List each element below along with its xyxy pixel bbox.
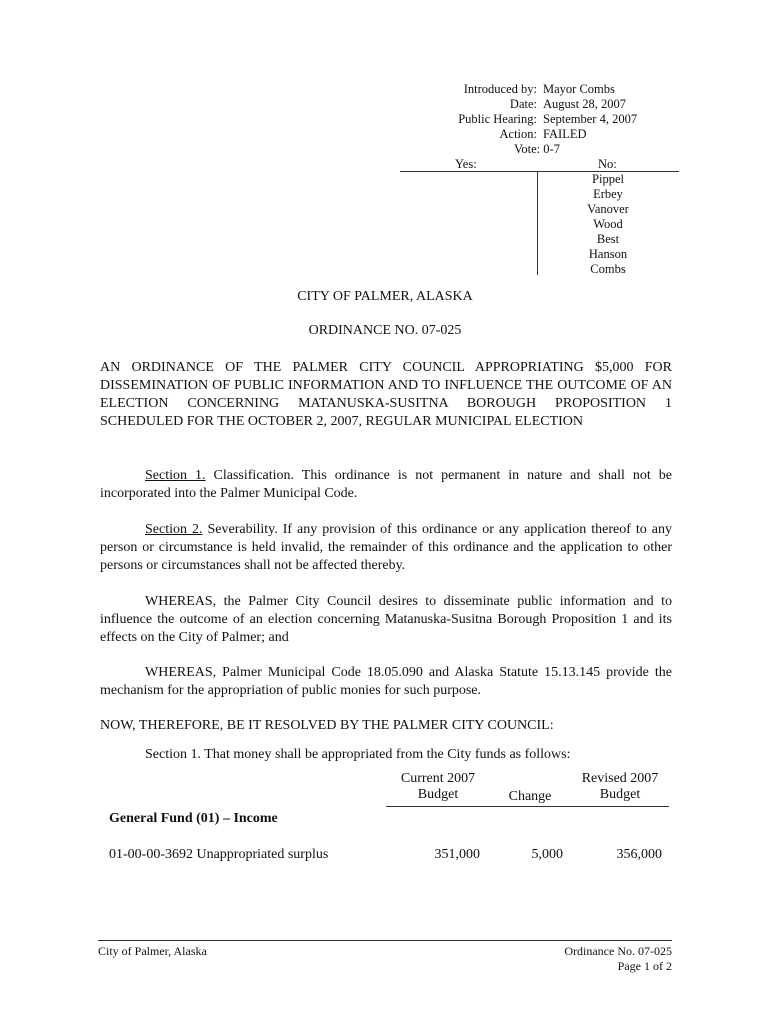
no-votes-list xyxy=(568,172,648,277)
no-vote-item: Pippel xyxy=(592,172,624,186)
yes-label: Yes: xyxy=(455,157,477,171)
budget-row-label: 01-00-00-3692 Unappropriated surplus xyxy=(109,847,329,862)
public-hearing-value: September 4, 2007 xyxy=(543,112,638,126)
no-vote-item: Wood xyxy=(593,217,623,231)
section-1-heading: Section 1. xyxy=(145,468,206,483)
introduced-by-value: Mayor Combs xyxy=(543,82,615,96)
resolved-clause: NOW, THEREFORE, BE IT RESOLVED BY THE PALMER CITY COUNCIL: xyxy=(100,718,554,733)
no-vote-item: Combs xyxy=(590,262,626,276)
section-2-heading: Section 2. xyxy=(145,522,203,537)
section-2-paragraph xyxy=(100,521,672,575)
date-label: Date: xyxy=(509,97,537,111)
footer-left: City of Palmer, Alaska xyxy=(98,944,207,958)
resolved-section-1: Section 1. That money shall be appropriated from the City funds as follows: xyxy=(145,747,571,762)
city-heading: CITY OF PALMER, ALASKA xyxy=(297,289,473,304)
votes-divider-vertical xyxy=(537,172,538,275)
budget-row-current: 351,000 xyxy=(434,847,480,862)
vote-label: Vote: xyxy=(514,142,541,156)
section-2-text: Severability. If any provision of this ordinance or any application thereof to any person or circumstance is held invalid, the remainder of this ordinance and the application to other persons or circumstances shall not be affected thereby. xyxy=(100,522,672,573)
budget-row-revised: 356,000 xyxy=(616,847,662,862)
section-1-paragraph xyxy=(100,467,672,503)
change-header: Change xyxy=(508,789,552,804)
introduced-by-label: Introduced by: xyxy=(463,82,537,96)
budget-row-change: 5,000 xyxy=(531,847,563,862)
current-budget-header-line1: Current 2007 xyxy=(400,771,476,786)
action-label: Action: xyxy=(499,127,537,141)
vote-line xyxy=(514,142,560,157)
no-vote-item: Best xyxy=(596,232,620,246)
whereas-paragraph-2: WHEREAS, Palmer Municipal Code 18.05.090 and Alaska Statute 15.13.145 provide the mechanism for the appropriation of public monies for such purpose. xyxy=(100,665,672,698)
fund-heading: General Fund (01) – Income xyxy=(109,811,278,826)
current-budget-header-line2: Budget xyxy=(417,787,459,802)
ordinance-title: AN ORDINANCE OF THE PALMER CITY COUNCIL APPROPRIATING $5,000 FOR DISSEMINATION OF PUBLIC INFORMATION AND TO INFLUENCE THE OUTCOME OF AN ELECTION CONCERNING MATANUSKA-SUSITNA BOROUGH PROPOSITION 1 SCHEDULED FOR THE OCTOBER 2, 2007, REGULAR MUNICIPAL ELECTION xyxy=(100,360,672,429)
date-value: August 28, 2007 xyxy=(543,97,626,111)
budget-header-rule xyxy=(386,806,669,807)
footer-rule xyxy=(98,940,672,941)
footer-ordinance-number: Ordinance No. 07-025 xyxy=(564,944,672,958)
ordinance-number: ORDINANCE NO. 07-025 xyxy=(308,323,462,338)
action-value: FAILED xyxy=(543,127,587,141)
whereas-paragraph-1: WHEREAS, the Palmer City Council desires to disseminate public information and to influence the outcome of an election concerning Matanuska-Susitna Borough Proposition 1 and its effects on the City of Palmer; and xyxy=(100,594,672,645)
section-1-text: Classification. This ordinance is not permanent in nature and shall not be incorporated into the Palmer Municipal Code. xyxy=(100,468,672,501)
public-hearing-label: Public Hearing: xyxy=(458,112,537,126)
revised-budget-header xyxy=(568,771,672,803)
no-vote-item: Erbey xyxy=(593,187,623,201)
no-vote-item: Vanover xyxy=(587,202,629,216)
footer-page-number: Page 1 of 2 xyxy=(617,959,672,973)
revised-budget-header-line1: Revised 2007 xyxy=(581,771,659,786)
current-budget-header xyxy=(388,771,488,803)
no-label: No: xyxy=(598,157,617,171)
no-vote-item: Hanson xyxy=(588,247,628,261)
vote-value: 0-7 xyxy=(543,142,560,156)
revised-budget-header-line2: Budget xyxy=(599,787,641,802)
